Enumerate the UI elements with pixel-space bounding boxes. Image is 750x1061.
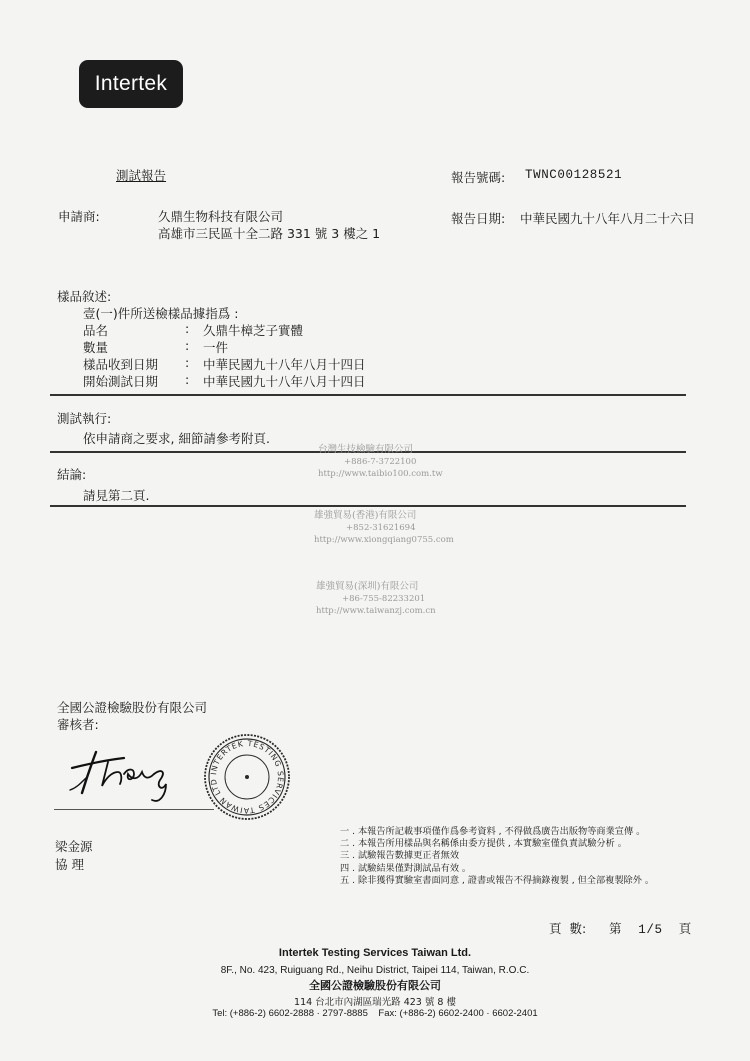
note-item: 五 . 除非獲得實驗室書面同意 , 證書或報告不得摘錄複製 , 但全部複製除外 。: [340, 874, 655, 886]
sample-row-label: 數量: [83, 340, 109, 355]
handwritten-signature: [62, 738, 182, 810]
sample-details: [83, 321, 413, 391]
sample-row-colon: :: [185, 321, 190, 336]
watermark-phone: +86-755-82233201: [342, 594, 426, 604]
applicant-company: 久鼎生物科技有限公司: [158, 209, 284, 224]
sample-row-value: 中華民國九十八年八月十四日: [203, 374, 366, 389]
footer-company-zh: 全國公證檢驗股份有限公司: [309, 979, 441, 992]
page-number: 第 1/5 頁: [609, 923, 692, 937]
document-title: 測試報告: [116, 168, 167, 183]
report-date-value: 中華民國九十八年八月二十六日: [520, 211, 696, 226]
footer-address-zh: 114 台北市內湖區瑞光路 423 號 8 樓: [294, 997, 456, 1008]
watermark-name: 雄強貿易(香港)有限公司: [314, 510, 417, 521]
watermark-stamp: [314, 507, 454, 545]
footer-address-en: 8F., No. 423, Ruiguang Rd., Neihu District, Taipei 114, Taiwan, R.O.C.: [220, 965, 530, 976]
sample-row-colon: :: [185, 355, 190, 370]
seal-text: INTERTEK TESTING SERVICES TAIWAN LTD: [208, 738, 286, 816]
watermark-url: http://www.taibio100.com.tw: [318, 469, 443, 479]
watermark-stamp: [318, 441, 448, 479]
page-label: 頁 數:: [549, 921, 587, 936]
disclaimer-notes: [340, 826, 654, 887]
execution-text: 依申請商之要求, 細節請參考附頁.: [83, 431, 270, 446]
watermark-url: http://www.taiwanzj.com.cn: [316, 606, 436, 616]
sample-row-colon: :: [185, 338, 190, 353]
footer-company-en: Intertek Testing Services Taiwan Ltd.: [278, 947, 472, 959]
sample-row-label: 樣品收到日期: [83, 357, 159, 372]
watermark-name: 雄強貿易(深圳)有限公司: [316, 581, 419, 592]
note-item: 一 . 本報告所記載事項僅作爲參考資料 , 不得做爲廣告出版物等商業宣傳 。: [340, 826, 646, 837]
sample-section-label: 樣品敘述:: [57, 289, 112, 304]
report-date-label: 報告日期:: [451, 211, 506, 226]
conclusion-text: 請見第二頁.: [83, 488, 150, 503]
reviewer-title: 協 理: [55, 857, 84, 872]
execution-label: 測試執行:: [57, 411, 112, 426]
sample-intro: 壹(一)件所送檢樣品據指爲 :: [83, 306, 239, 321]
sample-row-label: 品名: [83, 323, 109, 338]
report-number-label: 報告號碼:: [451, 170, 506, 185]
watermark-name: 台灣生技檢驗有限公司: [318, 444, 414, 455]
sample-row-value: 一件: [203, 340, 229, 355]
watermark-phone: +852-31621694: [346, 523, 416, 533]
footer-tel-fax: Tel: (+886-2) 6602-2888 · 2797-8885 Fax: (+886-2) 6602-2400 · 6602-2401: [212, 1008, 538, 1019]
company-seal: [202, 732, 292, 822]
note-item: 三 . 試驗報告數據更正者無效: [340, 850, 460, 862]
note-item: 四 . 試驗結果僅對測試品有效 。: [340, 862, 472, 874]
watermark-stamp: [316, 578, 446, 616]
sample-row-label: 開始測試日期: [83, 374, 159, 389]
signature-line: [54, 809, 214, 810]
watermark-url: http://www.xiongqiang0755.com: [314, 535, 454, 545]
report-number-value: TWNC00128521: [525, 168, 623, 182]
applicant-label: 申請商:: [58, 209, 100, 224]
watermark-phone: +886-7-3722100: [344, 457, 417, 467]
sample-row-value: 中華民國九十八年八月十四日: [203, 357, 366, 372]
reviewer-label: 審核者:: [57, 717, 99, 732]
sample-row-colon: :: [185, 372, 190, 387]
sample-row-value: 久鼎牛樟芝子實體: [203, 323, 304, 338]
applicant-address: 高雄市三民區十全二路 331 號 3 樓之 1: [158, 226, 381, 241]
conclusion-label: 結論:: [57, 467, 87, 482]
intertek-logo: Intertek: [79, 60, 183, 108]
reviewer-name: 梁金源: [55, 839, 93, 854]
signoff-company: 全國公證檢驗股份有限公司: [57, 700, 208, 715]
note-item: 二 . 本報告所用樣品與名稱係由委方提供 , 本實驗室僅負責試驗分析 。: [340, 838, 627, 850]
section-divider: [50, 394, 686, 396]
